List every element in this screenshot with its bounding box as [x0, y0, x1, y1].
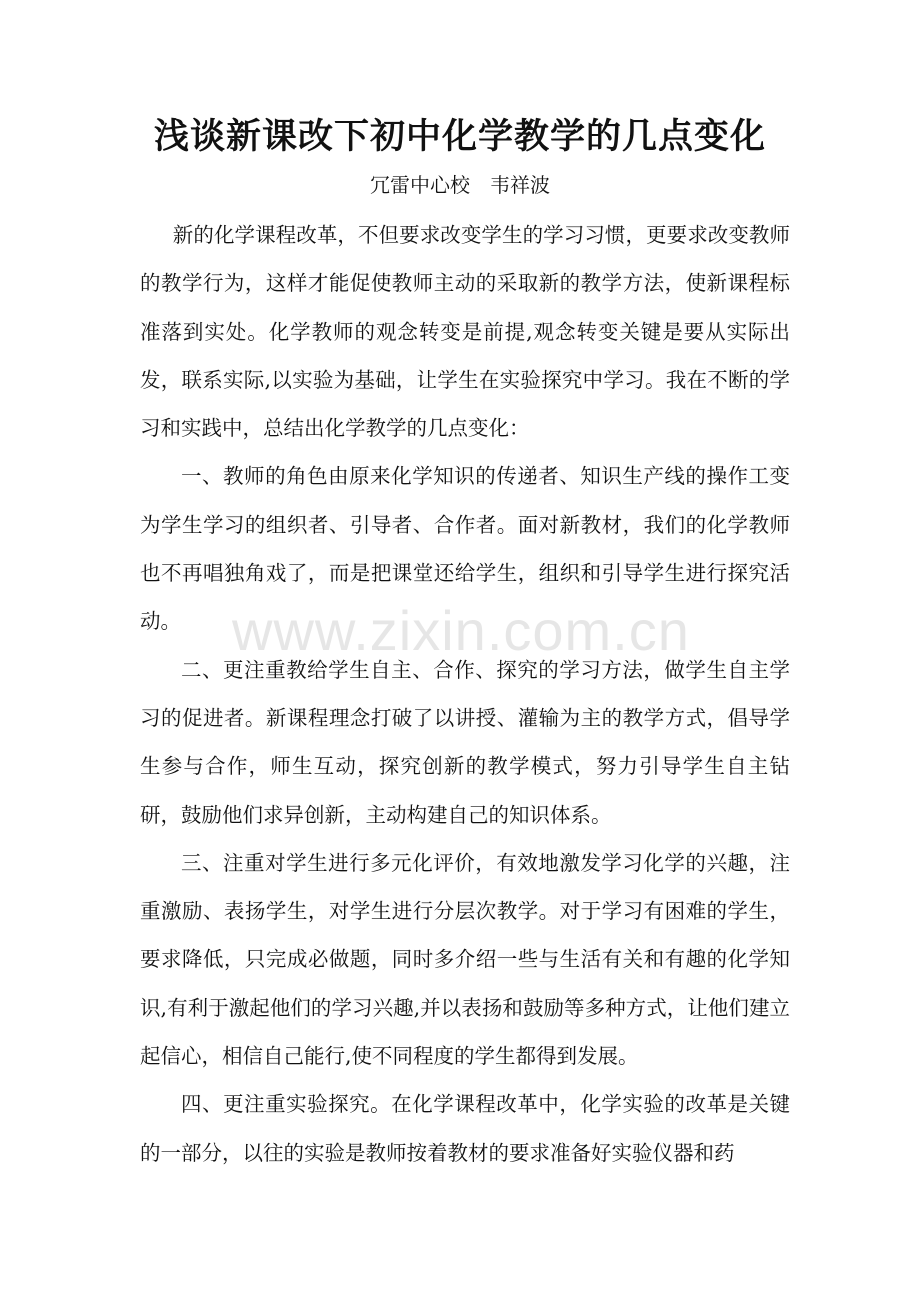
paragraph-intro: 新的化学课程改革，不但要求改变学生的学习习惯，更要求改变教师的教学行为，这样才能促使教师主动的采取新的教学方法，使新课程标准落到实处。化学教师的观念转变是前提,观念转变关键是要从实际出发，联系实际,以实验为基础，让学生在实验探究中学习。我在不断的学习和实践中，总结出化学教学的几点变化：	[140, 223, 790, 441]
paragraph-point-4: 四、更注重实验探究。在化学课程改革中，化学实验的改革是关键的一部分，以往的实验是教师按着教材的要求准备好实验仪器和药	[140, 1092, 790, 1165]
watermark: www.zixin.com.cn	[232, 599, 690, 662]
paragraph-point-2: 二、更注重教给学生自主、合作、探究的学习方法，做学生自主学习的促进者。新课程理念打破了以讲授、灌输为主的教学方式，倡导学生参与合作，师生互动，探究创新的教学模式，努力引导学生自主钻研，鼓励他们求异创新，主动构建自己的知识体系。	[140, 657, 790, 827]
document-title: 浅谈新课改下初中化学教学的几点变化	[153, 116, 766, 157]
document-body	[140, 211, 790, 1177]
paragraph-point-3: 三、注重对学生进行多元化评价，有效地激发学习化学的兴趣，注重激励、表扬学生，对学生进行分层次教学。对于学习有困难的学生，要求降低，只完成必做题，同时多介绍一些与生活有关和有趣的化学知识,有利于激起他们的学习兴趣,并以表扬和鼓励等多种方式，让他们建立起信心，相信自己能行,使不同程度的学生都得到发展。	[140, 850, 790, 1069]
author-line: 冗雷中心校 韦祥波	[370, 173, 550, 197]
paragraph-point-1: 一、教师的角色由原来化学知识的传递者、知识生产线的操作工变为学生学习的组织者、引导者、合作者。面对新教材，我们的化学教师也不再唱独角戏了，而是把课堂还给学生，组织和引导学生进行探究活动。	[140, 464, 790, 634]
